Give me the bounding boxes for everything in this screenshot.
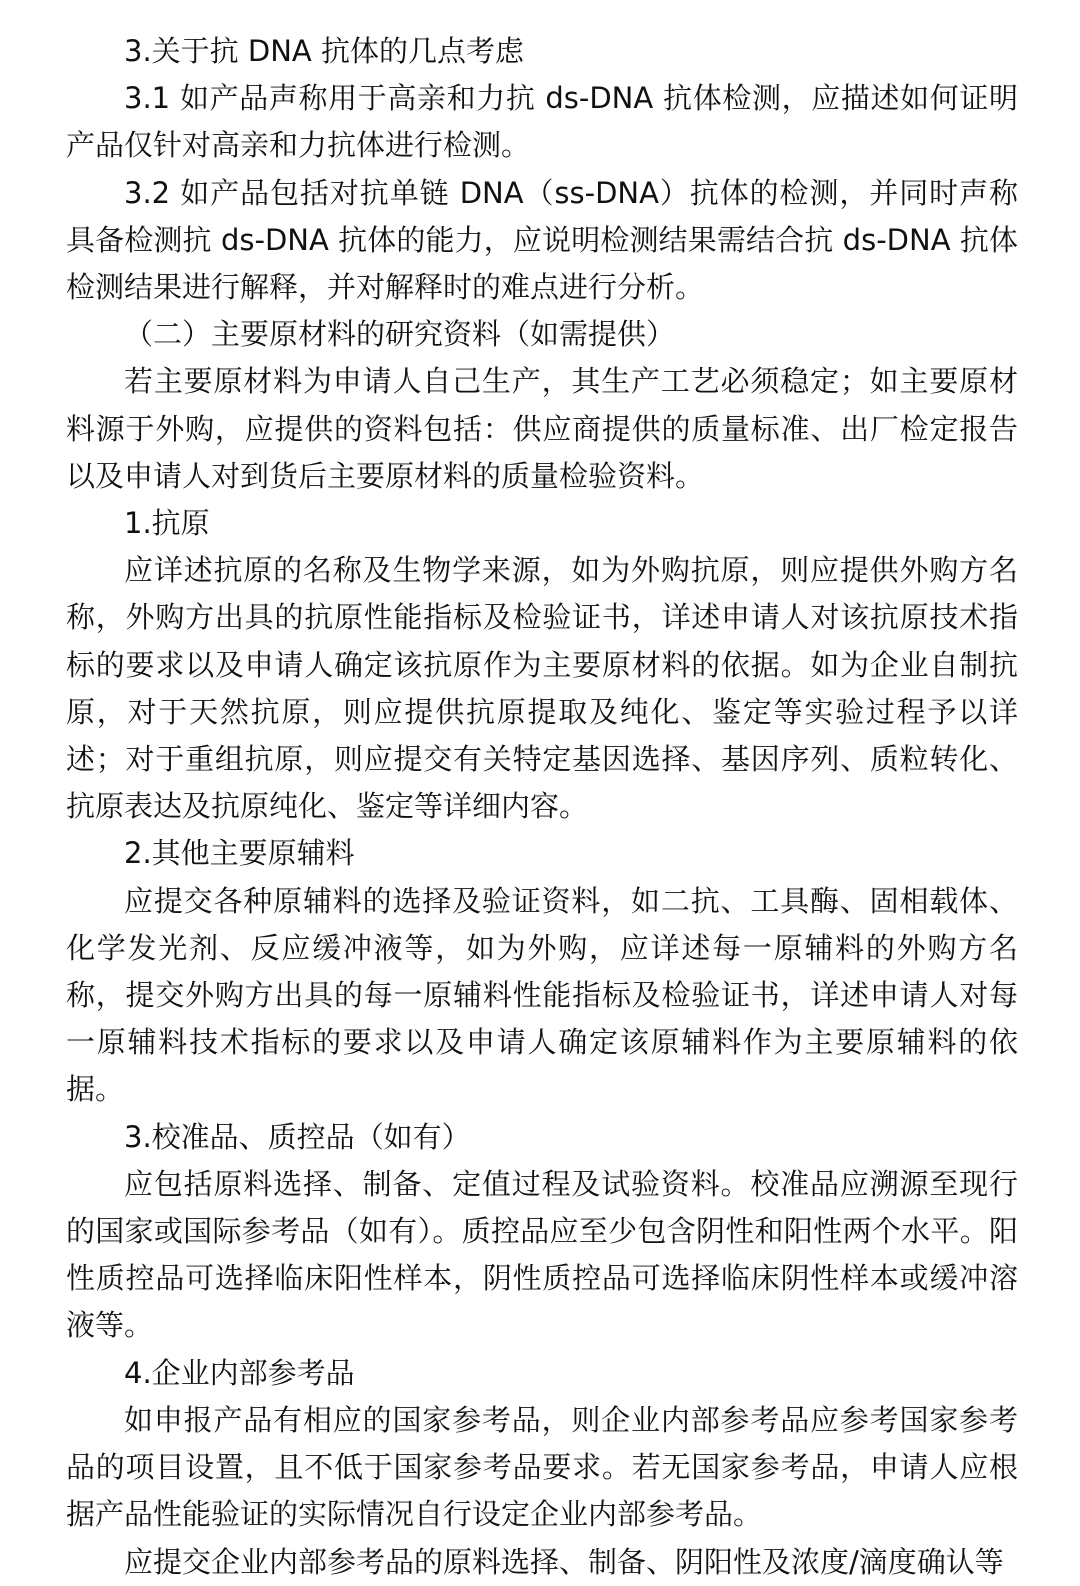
section-heading-other-materials: 2.其他主要原辅料 [124,836,355,871]
paragraph-3-1: 3.1 如产品声称用于高亲和力抗 ds-DNA 抗体检测，应描述如何证明产品仅针对高亲和力抗体进行检测。 [66,81,1018,163]
section-heading-antigen: 1.抗原 [124,506,210,541]
paragraph-calibrators: 应包括原料选择、制备、定值过程及试验资料。校准品应溯源至现行的国家或国际参考品（如有）。质控品应至少包含阴性和阳性两个水平。阳性质控品可选择临床阳性样本，阴性质控品可选择临床阴性样本或缓冲溶液等。 [66,1166,1018,1343]
section-heading-calibrators: 3.校准品、质控品（如有） [124,1119,471,1154]
paragraph-other-materials: 应提交各种原辅料的选择及验证资料，如二抗、工具酶、固相载体、化学发光剂、反应缓冲液等，如为外购，应详述每一原辅料的外购方名称，提交外购方出具的每一原辅料性能指标及检验证书，详述申请人对每一原辅料技术指标的要求以及申请人确定该原辅料作为主要原辅料的依据。 [66,883,1018,1107]
paragraph-raw-materials: 若主要原材料为申请人自己生产，其生产工艺必须稳定；如主要原材料源于外购，应提供的资料包括：供应商提供的质量标准、出厂检定报告以及申请人对到货后主要原材料的质量检验资料。 [66,364,1018,493]
document-body [66,28,1018,1586]
section-heading-raw-materials: （二）主要原材料的研究资料（如需提供） [124,317,676,352]
paragraph-internal-reference: 如申报产品有相应的国家参考品，则企业内部参考品应参考国家参考品的项目设置，且不低于国家参考品要求。若无国家参考品，申请人应根据产品性能验证的实际情况自行设定企业内部参考品。 [66,1402,1018,1532]
section-heading-internal-reference: 4.企业内部参考品 [124,1355,355,1390]
paragraph-internal-reference-submission: 应提交企业内部参考品的原料选择、制备、阴阳性及浓度/滴度确认等 [124,1544,1004,1579]
section-heading-anti-dna: 3.关于抗 DNA 抗体的几点考虑 [124,34,524,68]
paragraph-3-2: 3.2 如产品包括对抗单链 DNA（ss-DNA）抗体的检测，并同时声称具备检测抗 ds-DNA 抗体的能力，应说明检测结果需结合抗 ds-DNA 抗体检测结果进行解释，并对解释时的难点进行分析。 [66,175,1018,305]
paragraph-antigen: 应详述抗原的名称及生物学来源，如为外购抗原，则应提供外购方名称，外购方出具的抗原性能指标及检验证书，详述申请人对该抗原技术指标的要求以及申请人确定该抗原作为主要原材料的依据。如为企业自制抗原，对于天然抗原，则应提供抗原提取及纯化、鉴定等实验过程予以详述；对于重组抗原，则应提交有关特定基因选择、基因序列、质粒转化、抗原表达及抗原纯化、鉴定等详细内容。 [66,553,1018,824]
